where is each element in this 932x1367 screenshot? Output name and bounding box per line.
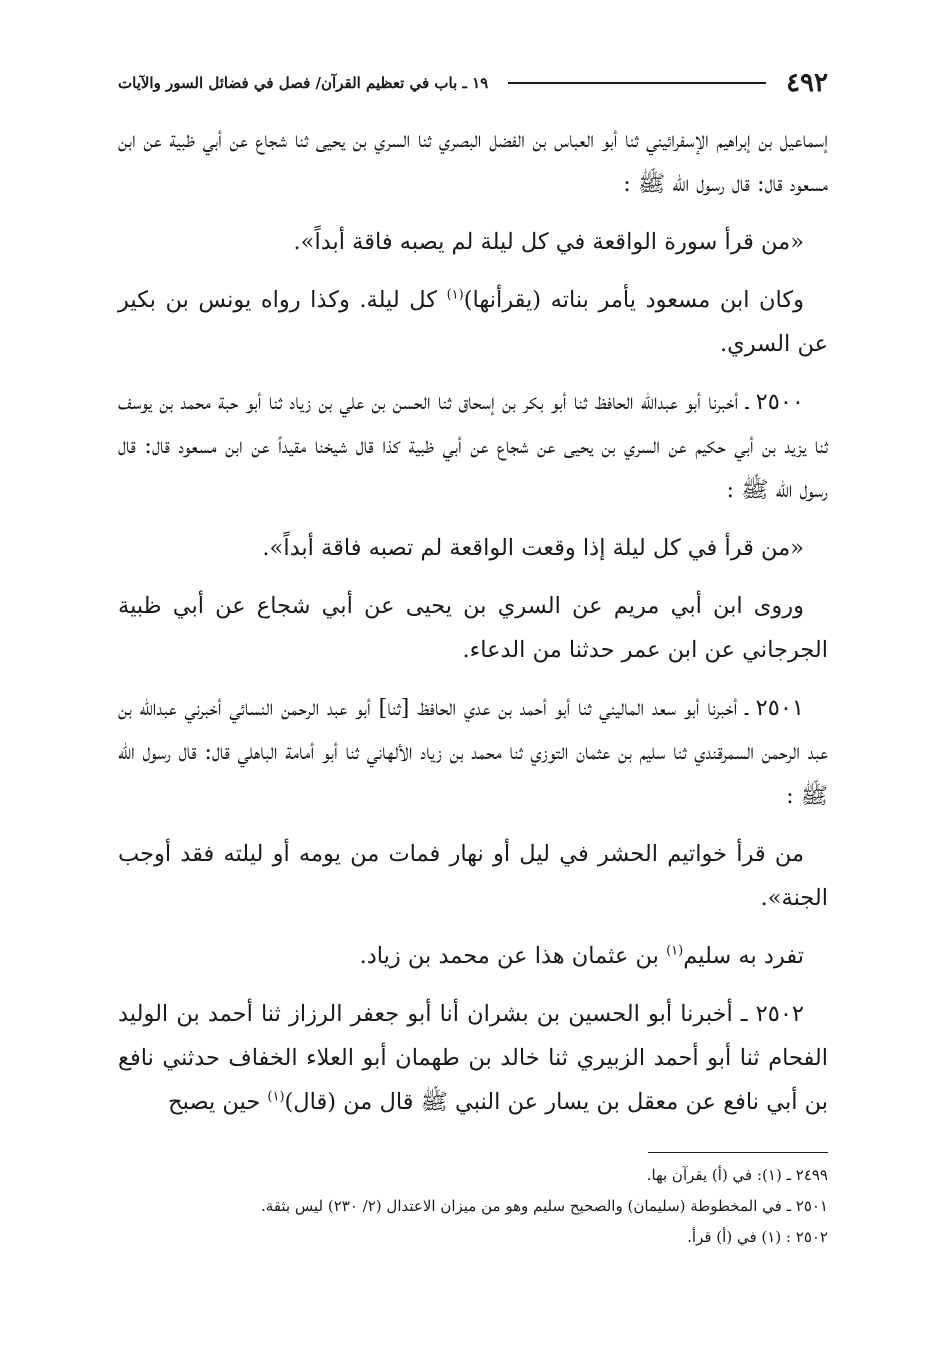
paragraph	[118, 934, 828, 978]
hadith-quote: «من قرأ في كل ليلة إذا وقعت الواقعة لم تصبه فاقة أبداً».	[262, 535, 804, 561]
running-header	[118, 66, 828, 100]
paragraph	[118, 278, 828, 366]
hadith-entry-2502	[118, 992, 828, 1124]
paragraph-text: وكان ابن مسعود يأمر بناته (يقرأنها)	[463, 287, 804, 313]
footnote: ٢٥٠١ ـ في المخطوطة (سليمان) والصحيح سليم وهو من ميزان الاعتدال (٢/ ٢٣٠) ليس بثقة.	[261, 1197, 828, 1215]
hadith-quote: «من قرأ سورة الواقعة في كل ليلة لم يصبه فاقة أبداً».	[293, 229, 804, 255]
paragraph-text: بن عثمان هذا عن محمد بن زياد.	[359, 943, 667, 969]
footnote-marker: (١)	[267, 1089, 285, 1105]
hadith-entry-2500: ٢٥٠٠ ـ أخبرنا أبو عبدالله الحافظ ثنا أبو بكر بن إسحاق ثنا الحسن بن علي بن زياد ثنا أبو حبة محمد بن يوسف ثنا يزيد بن أبي حكيم عن السري بن يحيى عن شجاع عن أبي ظبية كذا قال شيخنا مقيداً عن ابن مسعود قال: قال رسول الله ﷺ :	[118, 389, 828, 503]
paragraph: إسماعيل بن إبراهيم الإسفرائيني ثنا أبو العباس بن الفضل البصري ثنا السري بن يحيى ثنا شجاع عن أبي ظبية عن ابن مسعود قال: قال رسول الله ﷺ :	[118, 127, 828, 197]
paragraph: وروى ابن أبي مريم عن السري بن يحيى عن أبي شجاع عن أبي ظبية الجرجاني عن ابن عمر حدثنا من الدعاء.	[118, 593, 828, 663]
footnote-marker: (١)	[446, 287, 464, 303]
footnote: ٢٤٩٩ ـ (١): في (أ) يقرآن بها.	[646, 1166, 828, 1184]
hadith-entry-2501: ٢٥٠١ ـ أخبرنا أبو سعد الماليني ثنا أبو أحمد بن عدي الحافظ [ثنا] أبو عبد الرحمن النسائي أخبرني عبدالله بن عبد الرحمن السمرقندي ثنا سليم بن عثمان التوزي ثنا محمد بن زياد الألهاني ثنا أبو أمامة الباهلي قال: قال رسول الله ﷺ :	[118, 695, 828, 809]
paragraph-text: تفرد به سليم	[683, 943, 804, 969]
footnote-divider	[648, 1152, 828, 1153]
main-text	[118, 118, 828, 1138]
paragraph-text: حين يصبح	[168, 1089, 268, 1115]
chapter-title: ١٩ ـ باب في تعظيم القرآن/ فصل في فضائل السور والآيات	[118, 74, 489, 92]
footnote: ٢٥٠٢ : (١) في (أ) قرأ.	[687, 1228, 828, 1246]
footnotes	[118, 1160, 828, 1253]
footnote-marker: (١)	[666, 943, 684, 959]
header-rule	[508, 82, 766, 84]
hadith-quote: من قرأ خواتيم الحشر في ليل أو نهار فمات من يومه أو ليلته فقد أوجب الجنة».	[118, 841, 828, 911]
paragraph-text: كل ليلة. وكذا رواه يونس بن بكير عن السري.	[118, 287, 828, 357]
page-number: ٤٩٢	[786, 68, 828, 98]
paragraph-text: ٢٥٠٢ ـ أخبرنا أبو الحسين بن بشران أنا أبو جعفر الرزاز ثنا أحمد بن الوليد الفحام ثنا أبو أحمد الزبيري ثنا خالد بن طهمان أبو العلاء الخفاف حدثني نافع بن أبي نافع عن معقل بن يسار عن النبي ﷺ قال من (قال)	[118, 1001, 828, 1115]
